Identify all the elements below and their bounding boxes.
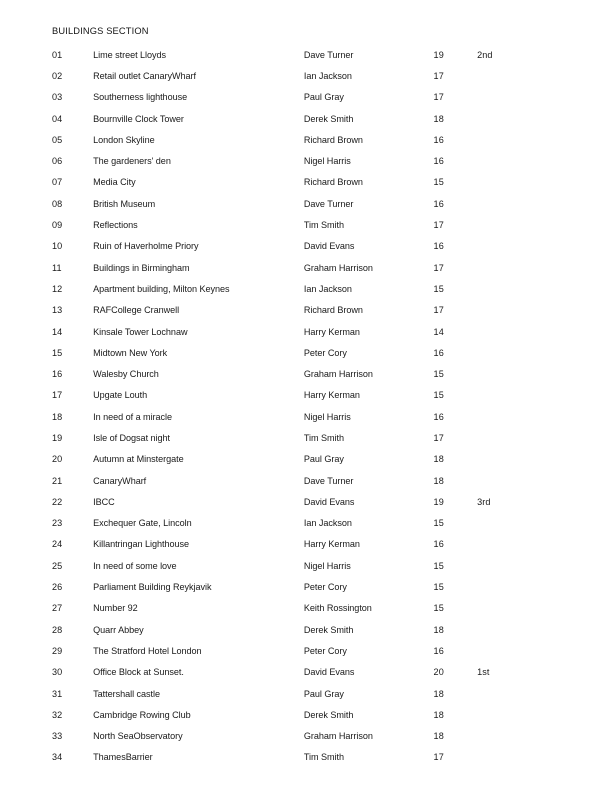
entry-title: Quarr Abbey <box>93 624 144 635</box>
entry-author: Nigel Harris <box>303 411 351 422</box>
entry-placing <box>477 427 552 448</box>
entry-title: Parliament Building Reykjavik <box>93 582 212 593</box>
table-row <box>52 726 552 747</box>
table-row <box>52 342 552 363</box>
entry-placing <box>477 385 552 406</box>
table-row <box>52 704 552 725</box>
entry-title: North SeaObservatory <box>93 731 183 742</box>
entry-number: 27 <box>52 603 63 614</box>
entry-number: 20 <box>52 454 63 465</box>
entry-placing <box>477 300 552 321</box>
results-table-body <box>52 44 552 768</box>
entry-title: Lime street Lloyds <box>93 49 167 60</box>
entry-title: Kinsale Tower Lochnaw <box>93 326 188 337</box>
entry-placing <box>477 598 552 619</box>
entry-author: Dave Turner <box>303 49 354 60</box>
entry-score: 19 <box>433 49 444 60</box>
entry-score: 16 <box>433 198 444 209</box>
table-row <box>52 278 552 299</box>
entry-author: Dave Turner <box>303 475 354 486</box>
entry-placing <box>477 87 552 108</box>
table-row <box>52 385 552 406</box>
entry-placing <box>477 65 552 86</box>
entry-score: 18 <box>433 475 444 486</box>
entry-number: 17 <box>52 390 63 401</box>
entry-title: Bournville Clock Tower <box>93 113 184 124</box>
entry-author: Richard Brown <box>303 177 363 188</box>
entry-title: In need of a miracle <box>93 411 173 422</box>
table-row <box>52 87 552 108</box>
entry-author: Peter Cory <box>303 582 347 593</box>
entry-author: Nigel Harris <box>303 560 351 571</box>
entry-title: Southerness lighthouse <box>93 92 188 103</box>
entry-author: Harry Kerman <box>303 326 360 337</box>
entry-number: 06 <box>52 156 63 167</box>
entry-placing <box>477 236 552 257</box>
table-row <box>52 257 552 278</box>
entry-title: Buildings in Birmingham <box>93 262 190 273</box>
entry-title: Walesby Church <box>93 369 159 380</box>
entry-number: 16 <box>52 369 63 380</box>
entry-number: 19 <box>52 432 63 443</box>
entry-score: 16 <box>433 539 444 550</box>
entry-placing <box>477 406 552 427</box>
entry-author: Graham Harrison <box>303 262 373 273</box>
table-row <box>52 321 552 342</box>
entry-score: 16 <box>433 134 444 145</box>
entry-author: Tim Smith <box>303 432 344 443</box>
entry-title: The gardeners' den <box>93 156 171 167</box>
entry-author: Harry Kerman <box>303 390 360 401</box>
entry-score: 15 <box>433 518 444 529</box>
entry-author: Dave Turner <box>303 198 354 209</box>
table-row <box>52 65 552 86</box>
entry-title: Isle of Dogsat night <box>93 432 170 443</box>
entry-author: Peter Cory <box>303 645 347 656</box>
table-row <box>52 683 552 704</box>
entry-number: 13 <box>52 305 63 316</box>
entry-placing <box>477 726 552 747</box>
entry-placing <box>477 555 552 576</box>
entry-number: 14 <box>52 326 63 337</box>
entry-number: 10 <box>52 241 63 252</box>
section-title: BUILDINGS SECTION <box>52 26 149 36</box>
entry-placing <box>477 108 552 129</box>
entry-number: 28 <box>52 624 63 635</box>
entry-placing <box>477 449 552 470</box>
entry-score: 16 <box>433 347 444 358</box>
entry-placing <box>477 534 552 555</box>
table-row <box>52 576 552 597</box>
entry-placing: 2nd <box>477 49 493 60</box>
entry-author: Derek Smith <box>303 113 354 124</box>
table-row <box>52 172 552 193</box>
table-row <box>52 214 552 235</box>
table-row <box>52 300 552 321</box>
entry-author: Keith Rossington <box>303 603 372 614</box>
entry-score: 17 <box>433 432 444 443</box>
results-table <box>52 44 552 768</box>
entry-number: 23 <box>52 518 63 529</box>
entry-placing <box>477 640 552 661</box>
entry-number: 11 <box>52 262 62 273</box>
table-row <box>52 470 552 491</box>
entry-score: 17 <box>433 262 444 273</box>
entry-placing <box>477 513 552 534</box>
entry-number: 09 <box>52 220 63 231</box>
table-row <box>52 640 552 661</box>
entry-score: 15 <box>433 369 444 380</box>
entry-author: David Evans <box>303 241 355 252</box>
entry-title: Reflections <box>93 220 138 231</box>
table-row <box>52 129 552 150</box>
entry-title: CanaryWharf <box>93 475 147 486</box>
entry-author: Graham Harrison <box>303 731 373 742</box>
entry-score: 17 <box>433 305 444 316</box>
table-row <box>52 662 552 683</box>
entry-score: 18 <box>433 113 444 124</box>
entry-score: 17 <box>433 220 444 231</box>
entry-title: Upgate Louth <box>93 390 148 401</box>
entry-number: 34 <box>52 752 63 763</box>
table-row <box>52 236 552 257</box>
table-row <box>52 513 552 534</box>
entry-score: 16 <box>433 645 444 656</box>
entry-score: 17 <box>433 752 444 763</box>
entry-title: Ruin of Haverholme Priory <box>93 241 199 252</box>
entry-author: David Evans <box>303 496 355 507</box>
entry-number: 29 <box>52 645 63 656</box>
entry-number: 07 <box>52 177 63 188</box>
entry-number: 04 <box>52 113 63 124</box>
entry-title: Apartment building, Milton Keynes <box>93 283 230 294</box>
entry-score: 15 <box>433 603 444 614</box>
table-row <box>52 193 552 214</box>
entry-number: 05 <box>52 134 63 145</box>
entry-placing <box>477 683 552 704</box>
table-row <box>52 747 552 768</box>
entry-score: 18 <box>433 688 444 699</box>
entry-number: 18 <box>52 411 63 422</box>
entry-author: Nigel Harris <box>303 156 351 167</box>
entry-placing <box>477 214 552 235</box>
entry-title: Tattershall castle <box>93 688 160 699</box>
entry-author: Paul Gray <box>303 454 344 465</box>
entry-number: 15 <box>52 347 63 358</box>
entry-score: 17 <box>433 70 444 81</box>
entry-score: 16 <box>433 241 444 252</box>
table-row <box>52 108 552 129</box>
entry-author: David Evans <box>303 667 355 678</box>
table-row <box>52 534 552 555</box>
entry-placing <box>477 129 552 150</box>
entry-author: Derek Smith <box>303 709 354 720</box>
entry-title: Media City <box>93 177 136 188</box>
table-row <box>52 491 552 512</box>
entry-score: 15 <box>433 390 444 401</box>
entry-author: Paul Gray <box>303 688 344 699</box>
entry-placing <box>477 150 552 171</box>
entry-author: Ian Jackson <box>303 518 352 529</box>
entry-number: 33 <box>52 731 63 742</box>
table-row <box>52 150 552 171</box>
entry-title: In need of some love <box>93 560 177 571</box>
entry-title: London Skyline <box>93 134 155 145</box>
entry-number: 24 <box>52 539 63 550</box>
entry-score: 18 <box>433 709 444 720</box>
entry-title: Number 92 <box>93 603 138 614</box>
entry-author: Peter Cory <box>303 347 347 358</box>
entry-number: 26 <box>52 582 63 593</box>
table-row <box>52 363 552 384</box>
entry-score: 20 <box>433 667 444 678</box>
entry-score: 16 <box>433 411 444 422</box>
entry-author: Richard Brown <box>303 305 363 316</box>
entry-score: 18 <box>433 624 444 635</box>
entry-number: 12 <box>52 283 63 294</box>
entry-placing <box>477 321 552 342</box>
entry-number: 21 <box>52 475 63 486</box>
entry-title: RAFCollege Cranwell <box>93 305 180 316</box>
entry-placing <box>477 342 552 363</box>
entry-placing <box>477 704 552 725</box>
entry-number: 08 <box>52 198 63 209</box>
entry-score: 16 <box>433 156 444 167</box>
entry-author: Tim Smith <box>303 752 344 763</box>
entry-score: 14 <box>433 326 444 337</box>
entry-title: The Stratford Hotel London <box>93 645 202 656</box>
entry-number: 32 <box>52 709 63 720</box>
entry-placing <box>477 257 552 278</box>
table-row <box>52 427 552 448</box>
entry-title: Exchequer Gate, Lincoln <box>93 518 192 529</box>
entry-author: Harry Kerman <box>303 539 360 550</box>
entry-number: 02 <box>52 70 63 81</box>
entry-placing <box>477 193 552 214</box>
entry-number: 22 <box>52 496 63 507</box>
table-row <box>52 598 552 619</box>
table-row <box>52 406 552 427</box>
entry-author: Graham Harrison <box>303 369 373 380</box>
table-row <box>52 555 552 576</box>
entry-number: 01 <box>52 49 63 60</box>
entry-placing <box>477 278 552 299</box>
entry-author: Paul Gray <box>303 92 344 103</box>
entry-placing <box>477 363 552 384</box>
entry-number: 30 <box>52 667 63 678</box>
entry-title: Midtown New York <box>93 347 168 358</box>
entry-score: 15 <box>433 582 444 593</box>
entry-number: 03 <box>52 92 63 103</box>
entry-score: 18 <box>433 731 444 742</box>
entry-score: 15 <box>433 177 444 188</box>
entry-title: Retail outlet CanaryWharf <box>93 70 197 81</box>
entry-title: Autumn at Minstergate <box>93 454 184 465</box>
entry-title: Cambridge Rowing Club <box>93 709 191 720</box>
entry-title: Office Block at Sunset. <box>93 667 184 678</box>
entry-placing <box>477 172 552 193</box>
entry-title: Killantringan Lighthouse <box>93 539 190 550</box>
entry-placing <box>477 747 552 768</box>
entry-placing <box>477 619 552 640</box>
entry-author: Tim Smith <box>303 220 344 231</box>
table-row <box>52 44 552 65</box>
entry-score: 18 <box>433 454 444 465</box>
entry-author: Ian Jackson <box>303 70 352 81</box>
entry-author: Derek Smith <box>303 624 354 635</box>
entry-number: 31 <box>52 688 63 699</box>
entry-placing: 3rd <box>477 496 491 507</box>
entry-placing <box>477 470 552 491</box>
entry-score: 15 <box>433 283 444 294</box>
entry-title: British Museum <box>93 198 156 209</box>
entry-placing <box>477 576 552 597</box>
entry-author: Ian Jackson <box>303 283 352 294</box>
entry-number: 25 <box>52 560 63 571</box>
table-row <box>52 449 552 470</box>
entry-score: 17 <box>433 92 444 103</box>
entry-title: IBCC <box>93 496 115 507</box>
entry-score: 19 <box>433 496 444 507</box>
entry-score: 15 <box>433 560 444 571</box>
entry-placing: 1st <box>477 667 490 678</box>
table-row <box>52 619 552 640</box>
entry-author: Richard Brown <box>303 134 363 145</box>
entry-title: ThamesBarrier <box>93 752 153 763</box>
